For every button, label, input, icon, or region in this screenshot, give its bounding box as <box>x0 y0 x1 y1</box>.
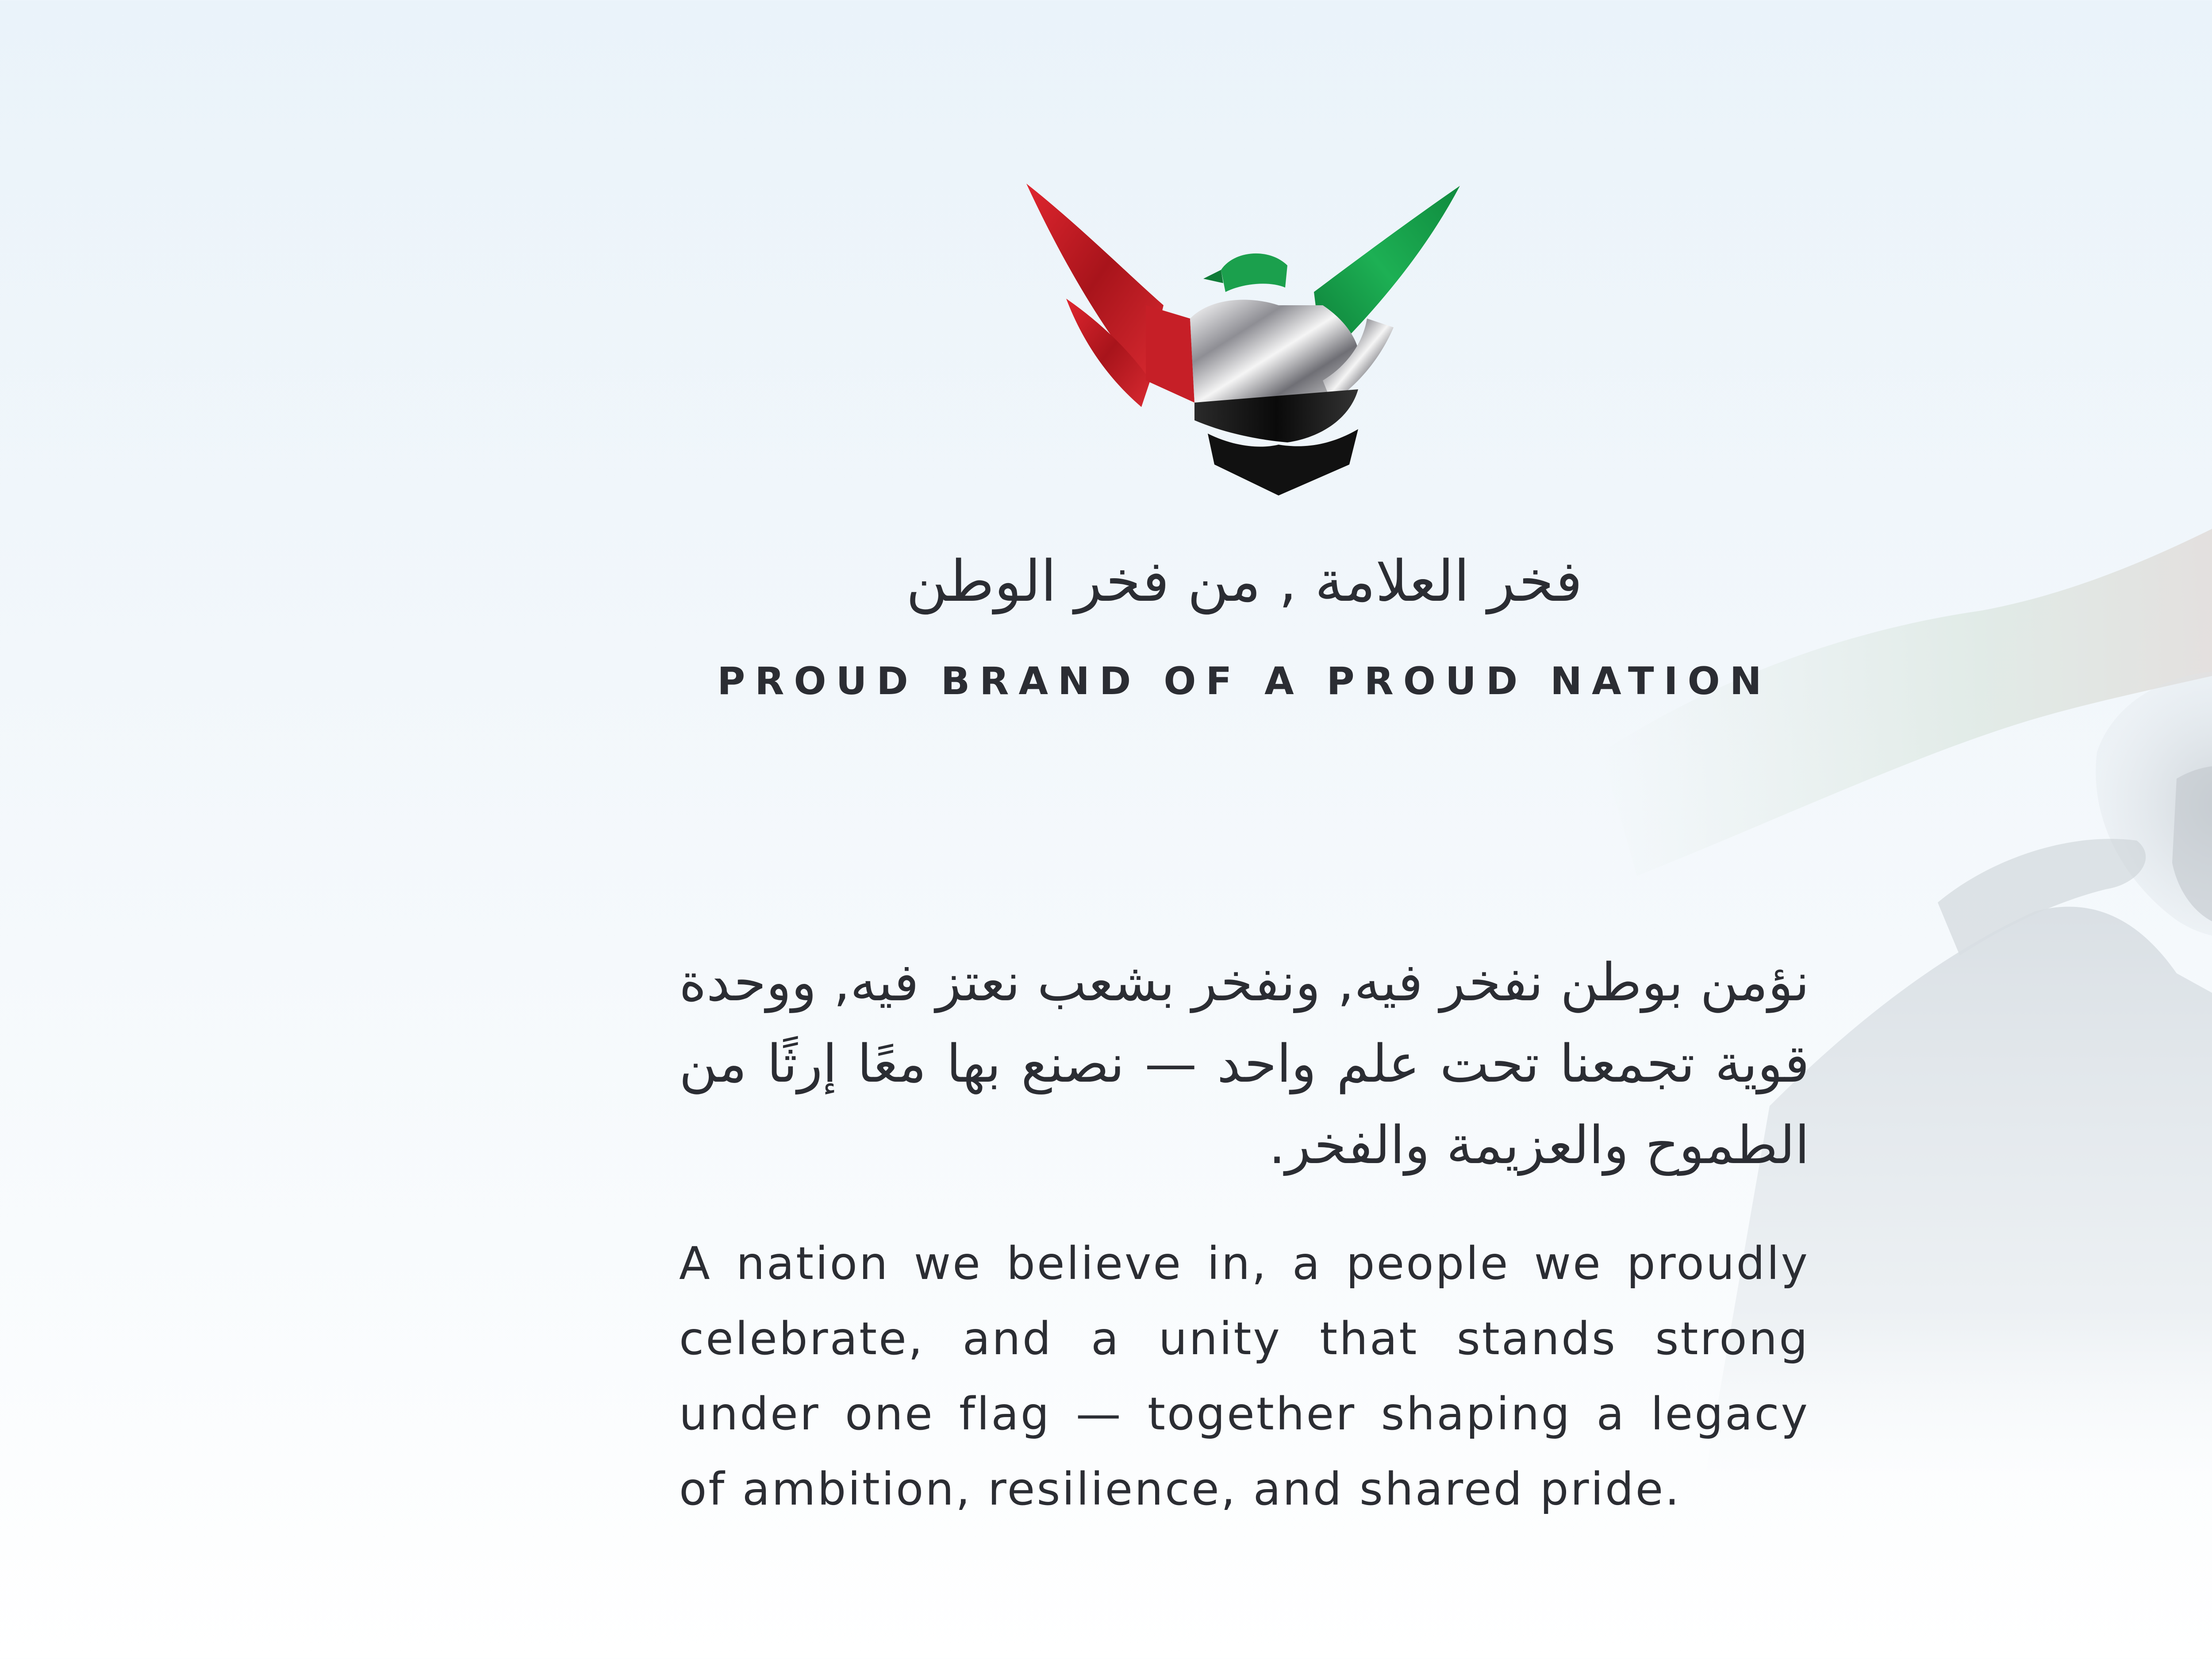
brand-logo <box>1013 173 1473 500</box>
body-text-arabic: نؤمن بوطن نفخر فيه, ونفخر بشعب نعتز فيه, ووحدة قوية تجمعنا تحت علم واحد — نصنع بها معًا إرثًا من الطموح والعزيمة والفخر. <box>679 952 1809 1175</box>
body-text-english: A nation we believe in, a people we proudly celebrate, and a unity that stands strong under one flag — together shaping a legacy of ambition, resilience, and shared pride. <box>679 1237 1809 1516</box>
tagline-english: PROUD BRAND OF A PROUD NATION <box>717 659 1771 703</box>
tagline-arabic: فخر العلامة , من فخر الوطن <box>906 549 1582 614</box>
uae-flag-falcon-logo-icon <box>1013 173 1473 500</box>
